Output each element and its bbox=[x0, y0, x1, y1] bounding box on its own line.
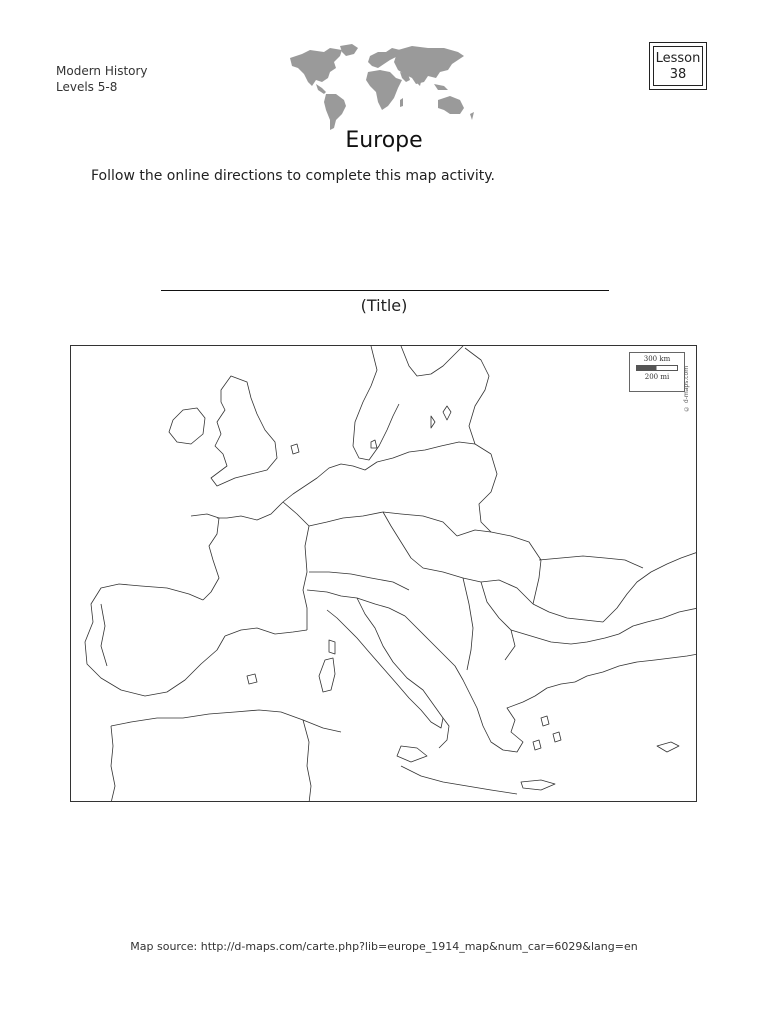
map-scale bbox=[629, 352, 685, 392]
title-hint-label: (Title) bbox=[360, 296, 408, 315]
course-info bbox=[56, 63, 148, 95]
scale-km: 300 km bbox=[643, 355, 671, 363]
lesson-badge-inner bbox=[653, 46, 703, 86]
course-levels: Levels 5-8 bbox=[56, 80, 118, 94]
map-source-note: Map source: http://d-maps.com/carte.php?lib=europe_1914_map&num_car=6029&lang=en bbox=[130, 940, 638, 953]
title-write-line[interactable] bbox=[161, 290, 609, 291]
scale-bar bbox=[636, 365, 678, 371]
world-map-icon bbox=[288, 44, 480, 132]
instructions-text: Follow the online directions to complete this map activity. bbox=[91, 168, 495, 184]
course-name: Modern History bbox=[56, 64, 148, 78]
lesson-label: Lesson bbox=[655, 51, 701, 66]
lesson-badge bbox=[649, 42, 707, 90]
europe-outline-map bbox=[70, 345, 697, 802]
map-credit: © d-maps.com bbox=[683, 365, 690, 412]
lesson-number: 38 bbox=[669, 67, 687, 82]
europe-map-drawing bbox=[71, 346, 697, 802]
scale-mi: 200 mi bbox=[644, 373, 670, 381]
page-title: Europe bbox=[345, 128, 423, 153]
